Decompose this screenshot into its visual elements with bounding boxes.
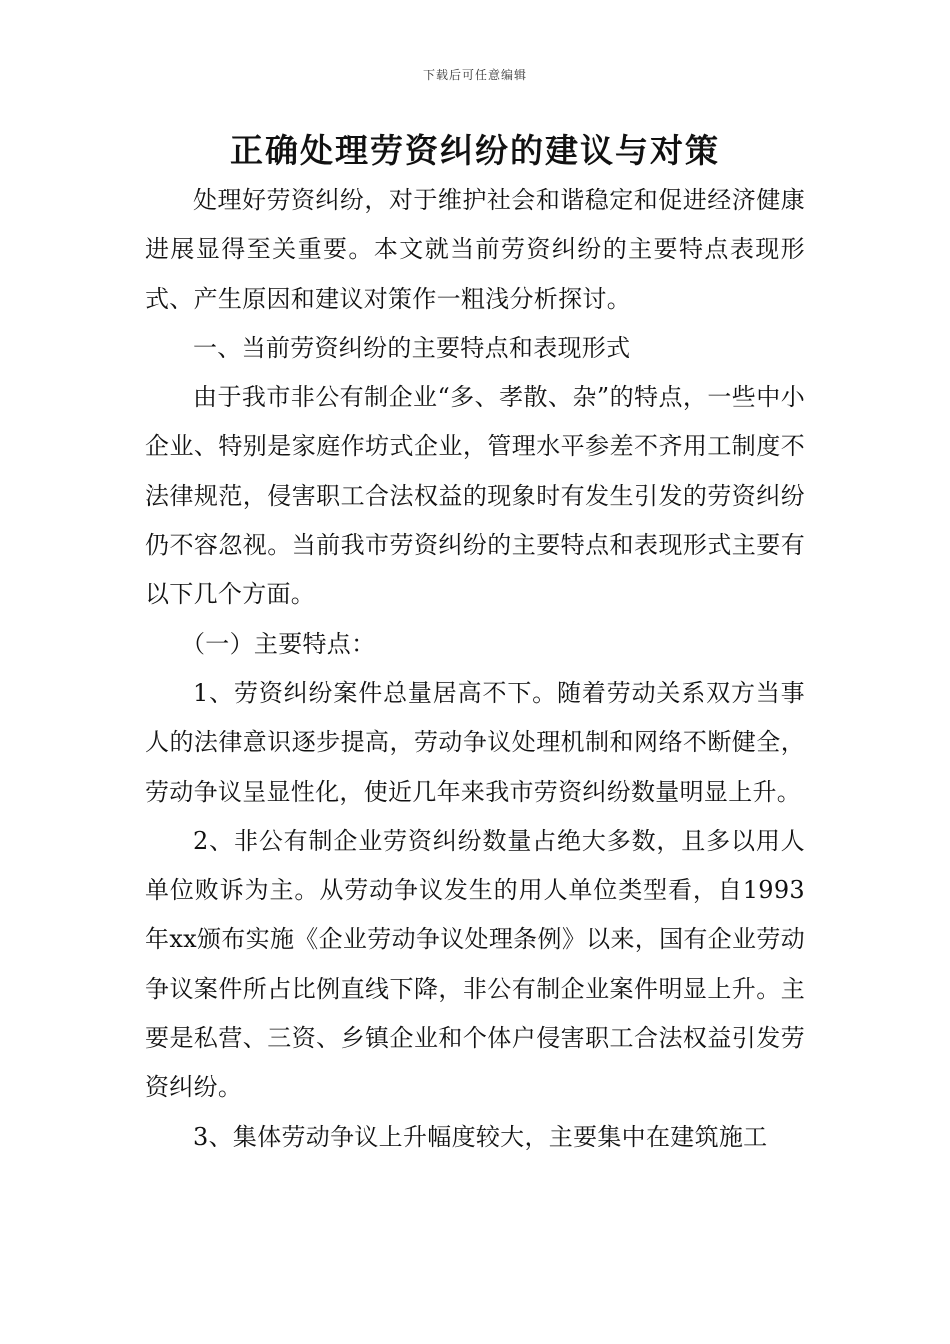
section-heading-1: 一、当前劳资纠纷的主要特点和表现形式 (193, 333, 631, 362)
subsection-heading: （一）主要特点： (181, 629, 376, 658)
paragraph-background: 由于我市非公有制企业“多、孝散、杂”的特点，一些中小企业、特别是家庭作坊式企业，管理水平参差不齐用工制度不法律规范，侵害职工合法权益的现象时有发生引发的劳资纠纷仍不容忽视。当前我市劳资纠纷的主要特点和表现形式主要有以下几个方面。 (145, 383, 805, 609)
header-note: 下载后可任意编辑 (422, 68, 527, 82)
document-body (145, 176, 805, 1162)
paragraph-intro: 处理好劳资纠纷，对于维护社会和谐稳定和促进经济健康进展显得至关重要。本文就当前劳资纠纷的主要特点表现形式、产生原因和建议对策作一粗浅分析探讨。 (145, 186, 805, 313)
paragraph-point-2: 2、非公有制企业劳资纠纷数量占绝大多数，且多以用人单位败诉为主。从劳动争议发生的用人单位类型看，自1993年xx颁布实施《企业劳动争议处理条例》以来，国有企业劳动争议案件所占比例直线下降，非公有制企业案件明显上升。主要是私营、三资、乡镇企业和个体户侵害职工合法权益引发劳资纠纷。 (145, 826, 805, 1102)
document-title: 正确处理劳资纠纷的建议与对策 (230, 131, 720, 170)
paragraph-point-3: 3、集体劳动争议上升幅度较大，主要集中在建筑施工 (193, 1122, 768, 1151)
paragraph-point-1: 1、劳资纠纷案件总量居高不下。随着劳动关系双方当事人的法律意识逐步提高，劳动争议处理机制和网络不断健全，劳动争议呈显性化，使近几年来我市劳资纠纷数量明显上升。 (145, 678, 805, 806)
